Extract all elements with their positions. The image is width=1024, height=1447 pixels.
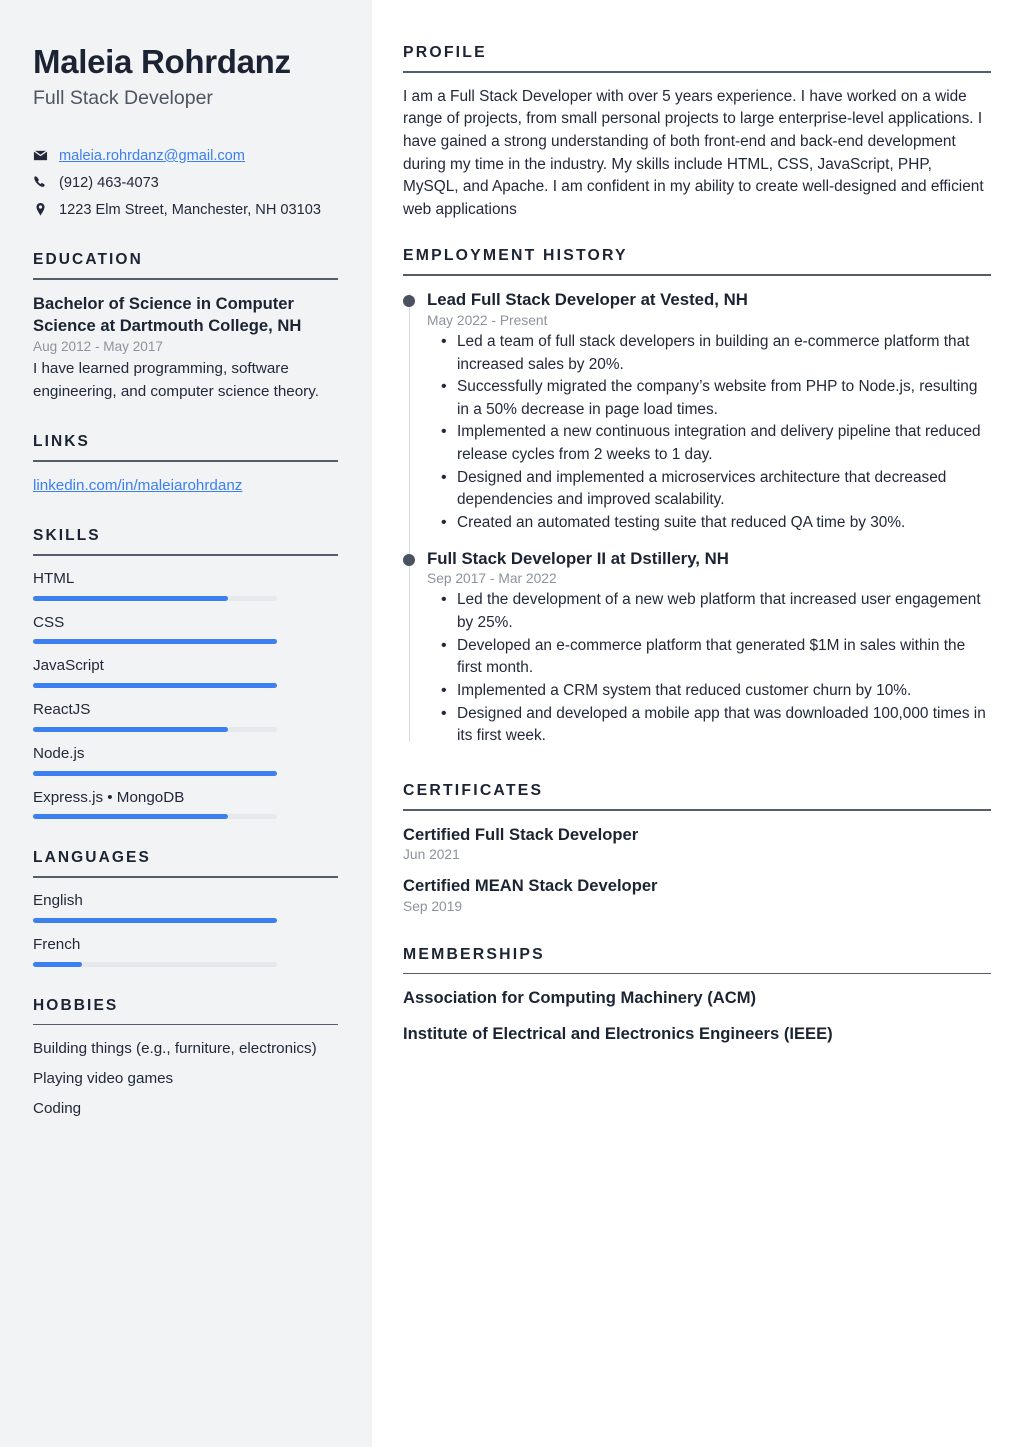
skill-label: Node.js [33, 744, 85, 762]
job-title-subtitle: Full Stack Developer [33, 86, 213, 109]
education-title: Bachelor of Science in Computer Science at Dartmouth College, NH [33, 294, 302, 335]
envelope-icon [33, 146, 59, 163]
skill-level-fill [33, 771, 277, 776]
section-employment-history [403, 247, 991, 748]
skill-level-fill [33, 683, 277, 688]
section-divider [33, 554, 338, 556]
section-divider [403, 809, 991, 811]
section-links [33, 433, 338, 497]
skill-level-bar [33, 639, 277, 644]
list-item: • Created an automated testing suite that reduced QA time by 30%. [427, 512, 991, 535]
list-item: • Implemented a CRM system that reduced customer churn by 10%. [427, 680, 991, 703]
list-item [33, 656, 338, 688]
list-item [33, 700, 338, 732]
list-item [33, 935, 338, 967]
map-pin-icon [33, 200, 59, 217]
language-level-fill [33, 962, 82, 967]
page-title: Maleia Rohrdanz [33, 43, 291, 80]
section-heading-languages: LANGUAGES [33, 849, 151, 867]
membership-item: Association for Computing Machinery (ACM) [403, 988, 757, 1008]
section-skills [33, 527, 338, 819]
skill-label: Express.js • MongoDB [33, 788, 185, 806]
language-label: English [33, 892, 83, 910]
employment-date: May 2022 - Present [427, 312, 548, 328]
list-item: • Designed and implemented a microservices architecture that decreased dependencies and improved scalability. [427, 467, 991, 512]
employment-title: Full Stack Developer II at Dstillery, NH [427, 548, 729, 568]
skill-label: ReactJS [33, 701, 91, 719]
skill-level-bar [33, 814, 277, 819]
employment-item [403, 289, 991, 535]
section-memberships [403, 946, 991, 1045]
list-item: • Implemented a new continuous integration and delivery pipeline that reduced release cycles from 2 weeks to 1 day. [427, 421, 991, 466]
list-item [33, 613, 338, 645]
skill-level-fill [33, 596, 228, 601]
skill-label: JavaScript [33, 657, 104, 675]
language-level-bar [33, 918, 277, 923]
skill-level-bar [33, 596, 277, 601]
list-item: • Led the development of a new web platform that increased user engagement by 25%. [427, 589, 991, 634]
employment-bullets [427, 331, 991, 535]
section-divider [33, 1024, 338, 1026]
list-item: • Led a team of full stack developers in building an e-commerce platform that increased sales by 20%. [427, 331, 991, 376]
email-link[interactable]: maleia.rohrdanz@gmail.com [59, 147, 245, 164]
skill-level-fill [33, 727, 228, 732]
employment-date: Sep 2017 - Mar 2022 [427, 571, 557, 587]
employment-timeline [403, 289, 991, 748]
list-item [33, 788, 338, 820]
education-description: I have learned programming, software engineering, and computer science theory. [33, 359, 319, 400]
certificate-title: Certified MEAN Stack Developer [403, 876, 658, 896]
list-item: • Designed and developed a mobile app that was downloaded 100,000 times in its first week. [427, 703, 991, 748]
list-item [33, 569, 338, 601]
list-item: Building things (e.g., furniture, electronics) [33, 1040, 317, 1058]
skill-level-bar [33, 771, 277, 776]
language-level-bar [33, 962, 277, 967]
list-item: • Successfully migrated the company’s website from PHP to Node.js, resulting in a 50% decrease in page load times. [427, 376, 991, 421]
section-divider [403, 71, 991, 73]
contact-address-text: 1223 Elm Street, Manchester, NH 03103 [59, 202, 322, 219]
skill-level-bar [33, 727, 277, 732]
certificate-item [403, 875, 991, 914]
membership-item: Institute of Electrical and Electronics Engineers (IEEE) [403, 1023, 833, 1043]
section-divider [403, 274, 991, 276]
section-heading-memberships: MEMBERSHIPS [403, 945, 545, 963]
section-heading-certificates: CERTIFICATES [403, 781, 544, 799]
section-certificates [403, 782, 991, 914]
language-level-fill [33, 918, 277, 923]
skill-level-fill [33, 639, 277, 644]
section-heading-links: LINKS [33, 432, 90, 450]
section-heading-hobbies: HOBBIES [33, 996, 119, 1014]
list-item [33, 744, 338, 776]
contact-phone-text: (912) 463-4073 [59, 175, 159, 192]
contact-item-address [33, 200, 338, 221]
phone-icon [33, 173, 59, 190]
list-item[interactable] [33, 475, 338, 498]
section-heading-education: EDUCATION [33, 251, 143, 269]
skill-level-bar [33, 683, 277, 688]
certificate-item [403, 824, 991, 863]
timeline-dot-icon [403, 554, 415, 566]
section-education [33, 251, 338, 403]
education-date: Aug 2012 - May 2017 [33, 338, 163, 354]
section-divider [33, 876, 338, 878]
section-divider [33, 278, 338, 280]
list-item: • Developed an e-commerce platform that generated $1M in sales within the first month. [427, 635, 991, 680]
section-heading-employment: EMPLOYMENT HISTORY [403, 247, 628, 265]
certificate-date: Sep 2019 [403, 898, 463, 914]
contact-item-phone [33, 173, 338, 194]
employment-item [403, 548, 991, 748]
profile-text: I am a Full Stack Developer with over 5 years experience. I have worked on a wide range of projects, from small personal projects to large enterprise-level applications. I have gained a strong understanding of both front-end and back-end development during my time in the industry. My skills include HTML, CSS, JavaScript, PHP, MySQL, and Apache. I am confident in my ability to create well-designed and efficient web applications [403, 87, 984, 218]
certificate-title: Certified Full Stack Developer [403, 824, 639, 844]
employment-title: Lead Full Stack Developer at Vested, NH [427, 290, 748, 310]
section-languages [33, 849, 338, 966]
section-divider [33, 460, 338, 462]
linkedin-link[interactable]: linkedin.com/in/maleiarohrdanz [33, 476, 243, 494]
list-item: Playing video games [33, 1069, 174, 1087]
skill-label: CSS [33, 613, 65, 631]
skill-label: HTML [33, 569, 75, 587]
section-hobbies [33, 997, 338, 1121]
section-heading-profile: PROFILE [403, 44, 487, 61]
education-item [33, 293, 338, 403]
list-item [33, 891, 338, 923]
section-heading-skills: SKILLS [33, 527, 101, 545]
contact-list [33, 146, 338, 221]
section-profile [403, 44, 991, 221]
main-content [372, 0, 1024, 1447]
employment-bullets [427, 589, 991, 747]
contact-item-email[interactable] [33, 146, 338, 167]
list-item: Coding [33, 1099, 82, 1117]
sidebar [0, 0, 372, 1447]
timeline-dot-icon [403, 295, 415, 307]
skill-level-fill [33, 814, 228, 819]
contact-email-text[interactable] [59, 146, 338, 167]
language-label: French [33, 935, 81, 953]
section-divider [403, 973, 991, 975]
certificate-date: Jun 2021 [403, 847, 460, 863]
